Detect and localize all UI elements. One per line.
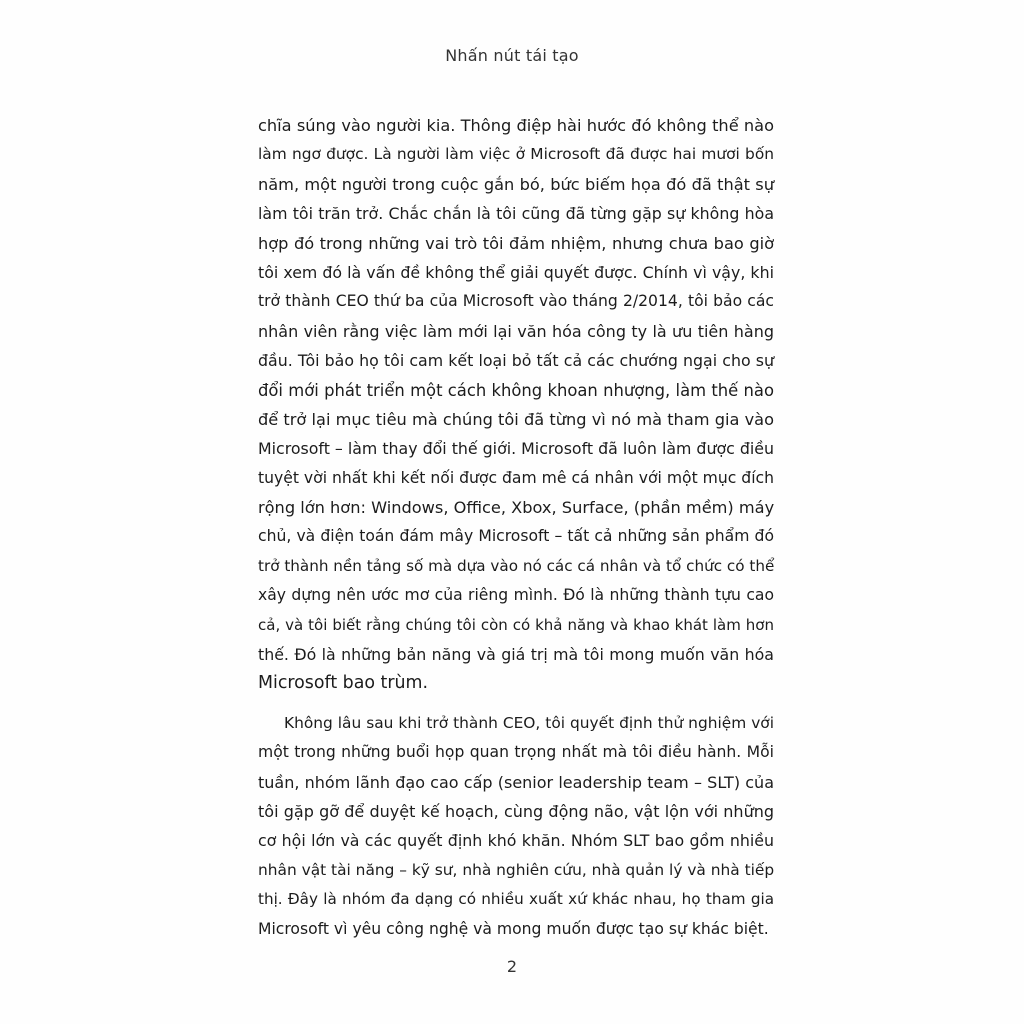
text-line: một trong những buổi họp quan trọng nhất mà tôi điều hành. Mỗi <box>258 743 774 762</box>
text-line: Không lâu sau khi trở thành CEO, tôi quyết định thử nghiệm với <box>284 713 774 732</box>
text-line: tuyệt vời nhất khi kết nối được đam mê cá nhân với một mục đích <box>258 468 774 487</box>
page-number: 2 <box>506 957 518 976</box>
text-line: làm ngơ được. Là người làm việc ở Microsoft đã được hai mươi bốn <box>258 145 774 164</box>
text-line: chĩa súng vào người kia. Thông điệp hài hước đó không thể nào <box>258 116 774 135</box>
paragraph-1 <box>258 111 774 699</box>
text-line: đổi mới phát triển một cách không khoan nhượng, làm thế nào <box>258 380 774 400</box>
text-line: hợp đó trong những vai trò tôi đảm nhiệm, nhưng chưa bao giờ <box>258 233 774 253</box>
text-line: trở thành CEO thứ ba của Microsoft vào tháng 2/2014, tôi bảo các <box>258 292 774 311</box>
text-line: tuần, nhóm lãnh đạo cao cấp (senior leadership team – SLT) của <box>258 772 774 792</box>
text-line: để trở lại mục tiêu mà chúng tôi đã từng vì nó mà tham gia vào <box>258 409 774 429</box>
text-line: chủ, và điện toán đám mây Microsoft – tất cả những sản phẩm đó <box>258 527 774 546</box>
text-line: cả, và tôi biết rằng chúng tôi còn có khả năng và khao khát làm hơn <box>258 615 774 634</box>
text-line: rộng lớn hơn: Windows, Office, Xbox, Surface, (phần mềm) máy <box>258 498 775 518</box>
text-line: năm, một người trong cuộc gắn bó, bức biếm họa đó đã thật sự <box>258 174 774 194</box>
running-title: Nhấn nút tái tạo <box>445 46 579 65</box>
text-line: làm tôi trăn trở. Chắc chắn là tôi cũng đã từng gặp sự không hòa <box>258 204 774 224</box>
text-line: nhân viên rằng việc làm mới lại văn hóa công ty là ưu tiên hàng <box>258 321 774 341</box>
text-line: thế. Đó là những bản năng và giá trị mà tôi mong muốn văn hóa <box>258 645 774 665</box>
text-line: cơ hội lớn và các quyết định khó khăn. Nhóm SLT bao gồm nhiều <box>258 831 774 851</box>
text-line: tôi xem đó là vấn đề không thể giải quyết được. Chính vì vậy, khi <box>258 262 774 282</box>
text-line: đầu. Tôi bảo họ tôi cam kết loại bỏ tất cả các chướng ngại cho sự <box>258 351 774 371</box>
text-line: nhân vật tài năng – kỹ sư, nhà nghiên cứu, nhà quản lý và nhà tiếp <box>258 860 775 879</box>
paragraph-spacer <box>258 699 774 709</box>
text-line: Microsoft bao trùm. <box>258 673 428 694</box>
text-line: Microsoft vì yêu công nghệ và mong muốn được tạo sự khác biệt. <box>258 919 769 938</box>
text-line: Microsoft – làm thay đổi thế giới. Microsoft đã luôn làm được điều <box>258 439 774 459</box>
text-line: xây dựng nên ước mơ của riêng mình. Đó là những thành tựu cao <box>258 586 774 605</box>
text-line: thị. Đây là nhóm đa dạng có nhiều xuất xứ khác nhau, họ tham gia <box>258 890 774 909</box>
paragraph-2 <box>258 709 774 944</box>
body-text <box>258 111 774 944</box>
text-line: tôi gặp gỡ để duyệt kế hoạch, cùng động não, vật lộn với những <box>258 801 774 821</box>
text-line: trở thành nền tảng số mà dựa vào nó các cá nhân và tổ chức có thể <box>258 556 775 575</box>
